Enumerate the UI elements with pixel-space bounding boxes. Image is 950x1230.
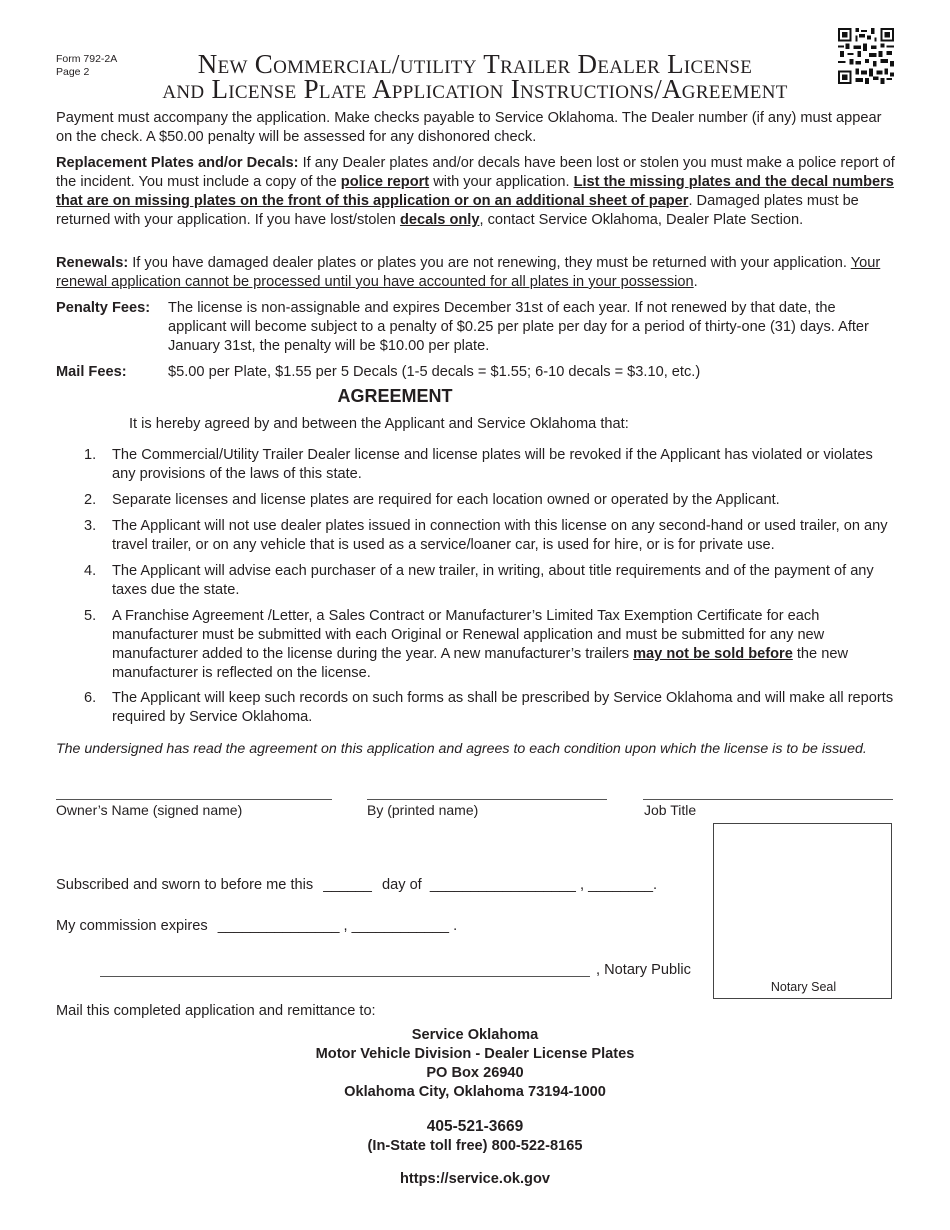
agreement-item-3: The Applicant will not use dealer plates issued in connection with this license on any second-hand or used trailer, on any travel trailer, or on any vehicle that is used as a service/loaner car, is used for hire, or is for private use. <box>112 518 888 553</box>
replacement-label: Replacement Plates and/or Decals: <box>56 155 299 171</box>
missing-plates-instruction: List the missing plates and the decal numbers that are on missing plates on the front of this application or on an additional sheet of paper <box>56 174 894 209</box>
commission-date-blank[interactable]: _______________ , ____________ . <box>217 918 458 934</box>
form-number: Form 792-2A <box>56 53 118 65</box>
notary-seal-label: Notary Seal <box>770 980 837 994</box>
renewals-paragraph <box>56 254 898 292</box>
mail-fees-label: Mail Fees: <box>56 364 127 380</box>
renewals-text-1: If you have damaged dealer plates or plates you are not renewing, they must be returned with your application. <box>128 255 851 271</box>
title-line-2: and License Plate Application Instructions/Agreement <box>162 74 788 104</box>
replacement-text-2: with your application. <box>429 174 574 190</box>
renewals-underlined-text: Your renewal application cannot be processed until you have accounted for all plates in your possession <box>56 255 881 290</box>
job-title-line[interactable] <box>643 799 893 800</box>
agreement-statement: The undersigned has read the agreement on this application and agrees to each condition upon which the license is to be issued. <box>56 741 867 757</box>
notary-public-label: , Notary Public <box>596 962 691 978</box>
agreement-item-number: 4. <box>84 563 97 579</box>
agreement-intro: It is hereby agreed by and between the Applicant and Service Oklahoma that: <box>129 416 629 432</box>
title-line-1: New Commercial/utility Trailer Dealer License <box>197 49 753 79</box>
commission-prefix: My commission expires <box>56 918 208 934</box>
mail-city: Oklahoma City, Oklahoma 73194-1000 <box>344 1084 606 1100</box>
decals-only-text: decals only <box>399 212 480 228</box>
sworn-day-blank[interactable]: ______ <box>323 877 372 893</box>
agreement-item-4: The Applicant will advise each purchaser of a new trailer, in writing, about title requirements and of the payment of any taxes due the state. <box>112 563 874 598</box>
replacement-text-4: , contact Service Oklahoma, Dealer Plate Section. <box>479 212 804 228</box>
sworn-statement <box>56 877 657 893</box>
mail-fees-text: $5.00 per Plate, $1.55 per 5 Decals (1-5 decals = $1.55; 6-10 decals = $3.10, etc.) <box>168 364 701 380</box>
replacement-paragraph <box>56 154 898 230</box>
agreement-title: AGREEMENT <box>337 386 453 406</box>
mail-intro: Mail this completed application and remittance to: <box>56 1003 376 1019</box>
agreement-item-number: 3. <box>84 518 97 534</box>
page-label: Page 2 <box>56 66 90 78</box>
replacement-text-1: If any Dealer plates and/or decals have been lost or stolen you must make a police report of the incident. You must include a copy of the <box>56 155 895 190</box>
agreement-item-number: 1. <box>84 447 97 463</box>
notary-public-signature-line[interactable] <box>100 976 590 977</box>
qr-code-icon <box>838 28 894 84</box>
mail-org: Service Oklahoma <box>411 1027 539 1043</box>
agreement-item-number: 5. <box>84 608 97 624</box>
item-5-text-1: A Franchise Agreement /Letter, a Sales Contract or Manufacturer’s Limited Tax Exemption Certificate for each manufacturer must be submitted with each Original or Renewal application and must be submitted for any new manufacturer added to the license during the year. A new manufacturer’s trailers <box>112 608 825 662</box>
printed-name-line[interactable] <box>367 799 607 800</box>
agreement-item-1: The Commercial/Utility Trailer Dealer license and license plates will be revoked if the Applicant has violated or violates any provisions of the laws of this state. <box>112 447 873 482</box>
renewals-text-2: . <box>693 274 698 290</box>
renewals-label: Renewals: <box>56 255 129 271</box>
mail-po-box: PO Box 26940 <box>426 1065 524 1081</box>
penalty-fees-text: The license is non-assignable and expires December 31st of each year. If not renewed by that date, the applicant will become subject to a penalty of $0.25 per plate per day for a period of thirty-one (31) days. After January 31st, the penalty will be $10.00 per plate. <box>168 300 869 354</box>
mail-division: Motor Vehicle Division - Dealer License Plates <box>315 1046 635 1062</box>
website-link[interactable]: https://service.ok.gov <box>399 1171 551 1187</box>
owner-name-label: Owner’s Name (signed name) <box>56 802 243 818</box>
commission-statement <box>56 918 457 934</box>
agreement-item-number: 6. <box>84 690 97 706</box>
sworn-prefix: Subscribed and sworn to before me this <box>56 877 314 893</box>
payment-paragraph: Payment must accompany the application. Make checks payable to Service Oklahoma. The Dealer number (if any) must appear on the check. A $50.00 penalty will be assessed for any dishonored check. <box>56 110 882 145</box>
penalty-fees-label: Penalty Fees: <box>56 300 151 316</box>
sworn-month-year-blank[interactable]: __________________ , ________. <box>429 877 658 893</box>
police-report-text: police report <box>340 174 430 190</box>
page-title <box>100 49 850 104</box>
agreement-item-2: Separate licenses and license plates are required for each location owned or operated by the Applicant. <box>112 492 780 508</box>
item-5-text-2: the new manufacturer is reflected on the license. <box>112 646 848 681</box>
sworn-day-of: day of <box>381 877 422 893</box>
job-title-label: Job Title <box>644 802 697 818</box>
phone-number: 405-521-3669 <box>426 1118 524 1135</box>
replacement-text-3: . Damaged plates must be returned with your application. If you have lost/stolen <box>56 193 859 228</box>
toll-free-number: (In-State toll free) 800-522-8165 <box>367 1138 583 1154</box>
agreement-item-6: The Applicant will keep such records on such forms as shall be prescribed by Service Oklahoma and will make all reports required by Service Oklahoma. <box>112 690 894 725</box>
printed-name-label: By (printed name) <box>367 802 479 818</box>
agreement-item-number: 2. <box>84 492 97 508</box>
notary-seal-box <box>713 823 892 999</box>
agreement-item-5 <box>112 607 898 683</box>
may-not-be-sold-text: may not be sold before <box>633 646 793 662</box>
owner-signature-line[interactable] <box>56 799 332 800</box>
